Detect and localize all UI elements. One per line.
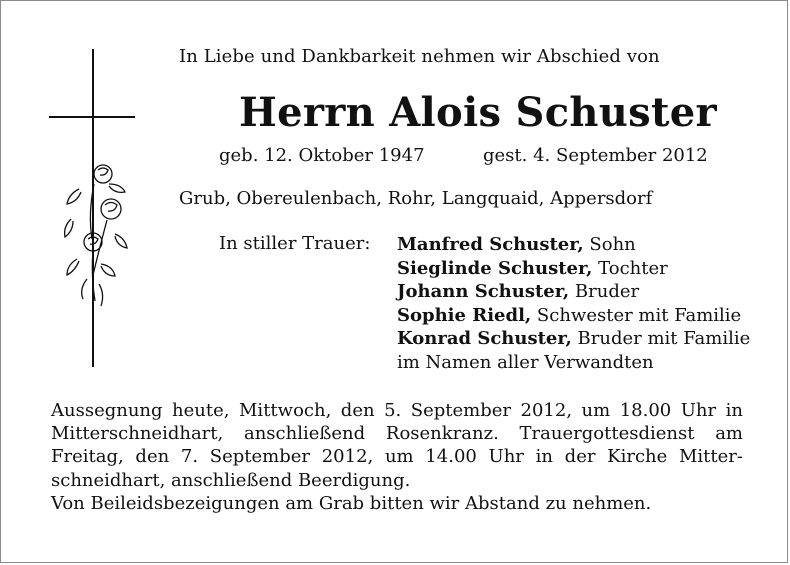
mourning-label: In stiller Trauer: (219, 233, 371, 254)
service-announcement (51, 399, 743, 515)
mourner-row (397, 257, 750, 281)
mourner-relation: Bruder (569, 281, 640, 302)
condolence-text: Von Beileidsbezeigungen am Grab bitten wir Abstand zu nehmen. (51, 492, 652, 514)
mourner-relation: Schwester mit Familie (531, 304, 742, 326)
intro-line: In Liebe und Dankbarkeit nehmen wir Abschied von (179, 46, 660, 67)
mourner-name: Konrad Schuster, (397, 328, 572, 349)
mourner-row (397, 280, 750, 304)
birth-date: geb. 12. Oktober 1947 (219, 145, 425, 166)
mourners-list (397, 233, 750, 374)
relatives-line: im Namen aller Verwandten (397, 351, 654, 373)
mourner-row (397, 233, 750, 257)
mourner-name: Sieglinde Schuster, (397, 257, 593, 279)
mourner-name: Sophie Riedl, (397, 304, 532, 326)
mourner-relation: Sohn (583, 234, 636, 255)
mourner-name: Manfred Schuster, (397, 234, 584, 255)
service-text: Aussegnung heute, Mittwoch, den 5. September 2012, um 18.00 Uhr in Mitterschneidhart, anschließend Rosenkranz. Trauergottesdienst am Freitag, den 7. September 2012, um 14.00 Uhr in der Kirche Mitter-schneidhart, anschließend Beerdigung. (51, 400, 743, 491)
mourner-row (397, 304, 750, 328)
mourner-name: Johann Schuster, (397, 281, 570, 302)
places-line: Grub, Obereulenbach, Rohr, Langquaid, Appersdorf (179, 188, 653, 209)
deceased-name: Herrn Alois Schuster (239, 89, 717, 136)
death-date: gest. 4. September 2012 (483, 145, 708, 166)
cross-with-roses-icon (49, 49, 139, 367)
mourner-row (397, 327, 750, 351)
mourner-relation: Tochter (592, 257, 668, 279)
mourner-relation: Bruder mit Familie (571, 328, 751, 349)
